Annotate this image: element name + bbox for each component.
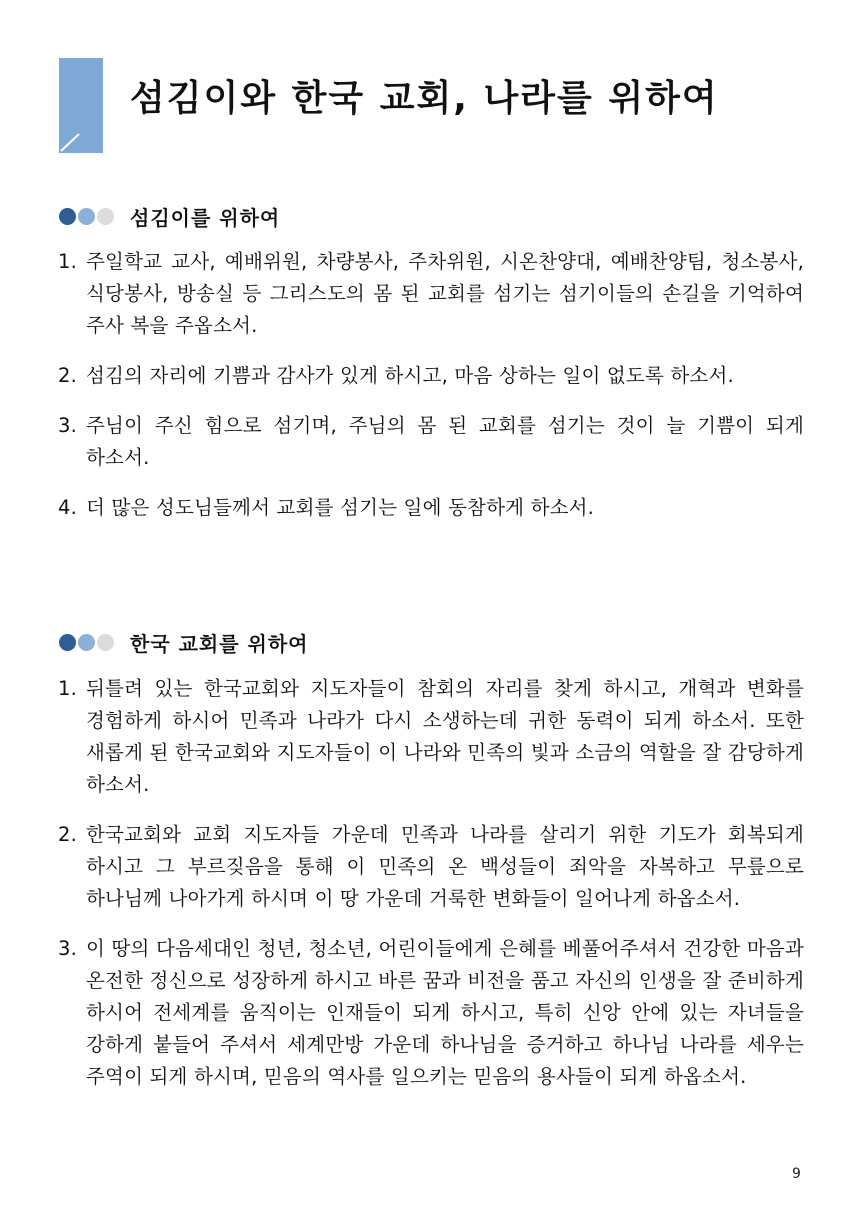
section-heading-servants bbox=[59, 202, 280, 231]
list-item bbox=[58, 933, 804, 1093]
list-item bbox=[58, 360, 804, 392]
section-title: 섬김이를 위하여 bbox=[130, 206, 281, 230]
list-item bbox=[58, 673, 804, 801]
page-title: 섬김이와 한국 교회, 나라를 위하여 bbox=[130, 78, 719, 119]
item-text: 뒤틀려 있는 한국교회와 지도자들이 참회의 자리를 찾게 하시고, 개혁과 변화를 경험하게 하시어 민족과 나라가 다시 소생하는데 귀한 동력이 되게 하소서. 또한 새롭게 된 한국교회와 지도자들이 이 나라와 민족의 빛과 소금의 역할을 잘 감당하게 하소서. bbox=[86, 677, 804, 796]
slash-icon bbox=[59, 58, 103, 153]
list-item bbox=[58, 819, 804, 915]
item-number: 1. bbox=[58, 250, 78, 273]
item-number: 1. bbox=[58, 677, 78, 700]
item-number: 3. bbox=[58, 937, 78, 960]
list-item bbox=[58, 246, 804, 342]
item-text: 섬김의 자리에 기쁨과 감사가 있게 하시고, 마음 상하는 일이 없도록 하소서. bbox=[86, 364, 734, 387]
section-heading-korean-church bbox=[59, 628, 309, 657]
item-text: 주일학교 교사, 예배위원, 차량봉사, 주차위원, 시온찬양대, 예배찬양팀, 청소봉사, 식당봉사, 방송실 등 그리스도의 몸 된 교회를 섬기는 섬기이들의 손길을 기억하여 주사 복을 주옵소서. bbox=[86, 250, 804, 337]
title-accent-block bbox=[59, 58, 103, 153]
prayer-list-korean-church bbox=[58, 673, 804, 1111]
bullet-dots-icon bbox=[59, 634, 116, 651]
bullet-dots-icon bbox=[59, 208, 116, 225]
item-number: 2. bbox=[58, 823, 78, 846]
page-number: 9 bbox=[792, 1166, 801, 1182]
list-item bbox=[58, 492, 804, 524]
item-text: 한국교회와 교회 지도자들 가운데 민족과 나라를 살리기 위한 기도가 회복되게 하시고 그 부르짖음을 통해 이 민족의 온 백성들이 죄악을 자복하고 무릎으로 하나님께 나아가게 하시며 이 땅 가운데 거룩한 변화들이 일어나게 하옵소서. bbox=[86, 823, 804, 910]
item-number: 3. bbox=[58, 414, 78, 437]
prayer-list-servants bbox=[58, 246, 804, 542]
list-item bbox=[58, 410, 804, 474]
item-text: 주님이 주신 힘으로 섬기며, 주님의 몸 된 교회를 섬기는 것이 늘 기쁨이 되게 하소서. bbox=[86, 414, 804, 469]
item-number: 4. bbox=[58, 496, 78, 519]
item-text: 더 많은 성도님들께서 교회를 섬기는 일에 동참하게 하소서. bbox=[86, 496, 595, 519]
item-text: 이 땅의 다음세대인 청년, 청소년, 어린이들에게 은혜를 베풀어주셔서 건강한 마음과 온전한 정신으로 성장하게 하시고 바른 꿈과 비전을 품고 자신의 인생을 잘 준비하게 하시어 전세계를 움직이는 인재들이 되게 하시고, 특히 신앙 안에 있는 자녀들을 강하게 붙들어 주셔서 세계만방 가운데 하나님을 증거하고 하나님 나라를 세우는 주역이 되게 하시며, 믿음의 역사를 일으키는 믿음의 용사들이 되게 하옵소서. bbox=[86, 937, 804, 1088]
item-number: 2. bbox=[58, 364, 78, 387]
section-title: 한국 교회를 위하여 bbox=[130, 632, 309, 656]
